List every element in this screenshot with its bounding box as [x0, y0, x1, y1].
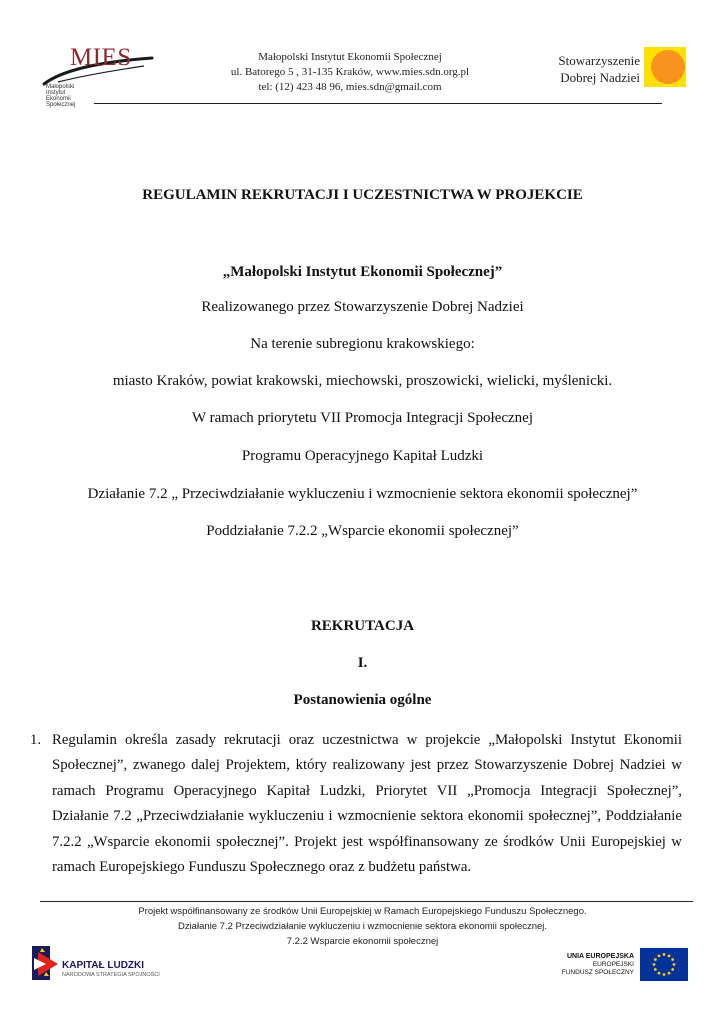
mies-logo-text: MIES: [70, 44, 132, 71]
sdn-line: Dobrej Nadziei: [560, 70, 640, 85]
eu-star-icon: [658, 972, 661, 975]
sdn-logo-icon: [644, 47, 686, 87]
header-info-line: Małopolski Instytut Ekonomii Społecznej: [258, 51, 442, 63]
kapital-ludzki-logo-text: KAPITAŁ LUDZKI: [62, 960, 145, 971]
list-item-number: 1.: [30, 732, 42, 748]
list-item-text: Regulamin określa zasady rekrutacji oraz uczestnictwa w projekcie „Małopolski Instytut Ekonomii Społecznej”, zwanego dalej Projektem, który realizowany jest przez Stowarzyszenie Dobrej Nadziei w ramach Programu Operacyjnego Kapitał Ludzki, Priorytet VII „Promocja Integracji Społecznej”, Działanie 7.2 „Przeciwdziałanie wykluczeniu i wzmocnienie sektora ekonomii społecznej”, Poddziałanie 7.2.2 „Wsparcie ekonomii społecznej”. Projekt jest współfinansowany ze środków Unii Europejskiej w ramach Europejskiego Funduszu Społecznego oraz z budżetu państwa.: [52, 732, 682, 876]
eu-star-icon: [671, 958, 674, 961]
project-name: „Małopolski Instytut Ekonomii Społecznej”: [222, 264, 503, 280]
header-info-line: ul. Batorego 5 , 31-135 Kraków, www.mies.sdn.org.pl: [230, 66, 470, 78]
eu-flag-icon: [640, 948, 688, 981]
eu-star-icon: [663, 973, 666, 976]
sdn-logo-text: [540, 52, 640, 86]
footer-line: Projekt współfinansowany ze środków Unii Europejskiej w Ramach Europejskiego Funduszu Społecznego.: [138, 906, 587, 917]
eu-star-icon: [663, 953, 666, 956]
intro-line: Poddziałanie 7.2.2 „Wsparcie ekonomii społecznej”: [206, 523, 519, 539]
eu-line: EUROPEJSKI: [592, 961, 634, 968]
eu-line: FUNDUSZ SPOŁECZNY: [561, 969, 634, 976]
mies-logo-subtext: Małopolski Instytut Ekonomii Społecznej: [46, 84, 76, 108]
section-subtitle: Postanowienia ogólne: [293, 692, 432, 708]
header-info-line: tel: (12) 423 48 96, mies.sdn@gmail.com: [258, 81, 442, 93]
eu-star-icon: [671, 968, 674, 971]
intro-line: Na terenie subregionu krakowskiego:: [250, 336, 475, 352]
intro-line: W ramach priorytetu VII Promocja Integracji Społecznej: [192, 410, 533, 426]
eu-star-icon: [653, 963, 656, 966]
footer-line: 7.2.2 Wsparcie ekonomii społecznej: [286, 936, 439, 947]
intro-line: Programu Operacyjnego Kapitał Ludzki: [241, 448, 484, 464]
eu-star-icon: [673, 963, 676, 966]
eu-logo-text: [548, 953, 634, 977]
eu-star-icon: [668, 972, 671, 975]
footer-divider: [40, 901, 693, 902]
header-contact-info: [200, 50, 500, 95]
eu-star-icon: [668, 954, 671, 957]
intro-line: Działanie 7.2 „ Przeciwdziałanie wykluczeniu i wzmocnienie sektora ekonomii społecznej”: [87, 486, 638, 502]
eu-star-icon: [654, 958, 657, 961]
eu-star-icon: [658, 954, 661, 957]
eu-title: UNIA EUROPEJSKA: [566, 953, 634, 960]
section-number: I.: [357, 655, 368, 671]
intro-line: miasto Kraków, powiat krakowski, miechowski, proszowicki, wielicki, myślenicki.: [112, 373, 613, 389]
kapital-ludzki-logo-icon: [28, 942, 62, 984]
intro-line: Realizowanego przez Stowarzyszenie Dobrej Nadziei: [201, 299, 524, 315]
kapital-ludzki-logo-subtext: NARODOWA STRATEGIA SPÓJNOŚCI: [62, 972, 160, 978]
footer-line: Działanie 7.2 Przeciwdziałanie wykluczeniu i wzmocnienie sektora ekonomii społecznej.: [177, 921, 548, 932]
header-divider: [94, 103, 662, 104]
section-title: REKRUTACJA: [310, 618, 415, 634]
eu-star-icon: [654, 968, 657, 971]
sdn-line: Stowarzyszenie: [558, 53, 640, 68]
document-title: REGULAMIN REKRUTACJI I UCZESTNICTWA W PROJEKCIE: [142, 187, 583, 203]
